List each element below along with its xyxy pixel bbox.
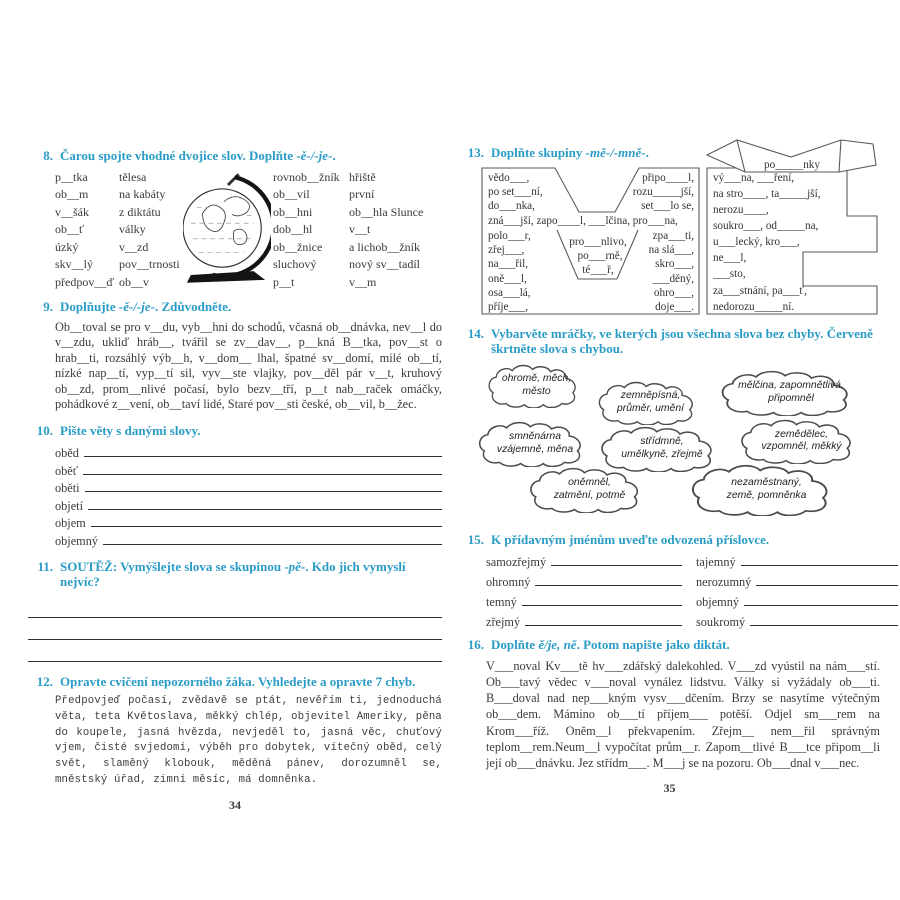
heading-text: Vybarvěte mráčky, ve kterých jsou všechna slova bez chyby. Červeně škrtněte slova s chybou. [491, 325, 873, 356]
word-column-1 [55, 169, 119, 292]
answer-line [28, 640, 442, 662]
svg-text:ohro___,: ohro___, [653, 286, 694, 299]
cloud-text: ohromě, měch, město [501, 373, 572, 397]
svg-text:za___stnání, pa___ť,: za___stnání, pa___ť, [713, 284, 807, 297]
answer-line [744, 592, 898, 606]
word-item: v__t [349, 222, 371, 236]
word-item: ob__ť [55, 222, 85, 236]
svg-text:soukro___, od_____na,: soukro___, od_____na, [713, 219, 819, 232]
answer-line [85, 478, 442, 492]
exercise-12-heading [28, 674, 442, 690]
heading-text: Doplňte skupiny -mě-/-mně-. [491, 145, 649, 160]
answer-line [551, 552, 682, 566]
svg-text:u___lecký, kro___,: u___lecký, kro___, [713, 235, 800, 248]
word-label: objem [55, 516, 86, 531]
word-item: tělesa [119, 169, 147, 184]
word-item: p__t [273, 274, 295, 289]
svg-text:rozu_____jší,: rozu_____jší, [632, 185, 694, 198]
word-label: oběd [55, 446, 79, 460]
svg-text:___děný,: ___děný, [652, 272, 694, 285]
exercise-11-heading [28, 559, 442, 590]
heading-text: Doplňujte -ě-/-je-. Zdůvodněte. [60, 299, 232, 314]
exercise-16-heading [459, 637, 880, 653]
write-row [55, 443, 442, 461]
right-page [459, 140, 880, 796]
word-item: z diktátu [119, 204, 161, 219]
word-item: p__tka [55, 169, 88, 184]
answer-line [525, 612, 682, 626]
exercise-8-heading [28, 148, 442, 164]
answer-line [83, 461, 442, 475]
cloud [486, 364, 587, 408]
answer-line [741, 552, 898, 566]
word-label: objetí [55, 498, 84, 513]
cloud [527, 467, 652, 513]
write-row [55, 478, 442, 496]
word-item: rovnob__žník [273, 169, 340, 184]
heading-number: 16. [467, 637, 484, 652]
svg-text:zřej___,: zřej___, [488, 243, 525, 256]
word-item: úzký [55, 239, 79, 254]
svg-text:vědo___,: vědo___, [488, 171, 530, 184]
write-row [696, 612, 898, 629]
word-item: v__m [349, 274, 377, 289]
svg-text:na stro____, ta_____jší,: na stro____, ta_____jší, [713, 187, 821, 200]
answer-line [84, 443, 442, 457]
heading-text: Pište věty s danými slovy. [60, 422, 201, 438]
write-row [55, 496, 442, 514]
exercise-13-figure [459, 166, 880, 317]
left-page [28, 140, 442, 813]
cloud-text: smněnárna vzájemně, měna [496, 431, 574, 455]
svg-text:po___rně,: po___rně, [577, 249, 623, 262]
svg-text:set___lo se,: set___lo se, [641, 199, 694, 212]
word-item: první [349, 187, 375, 201]
svg-text:zpa___ti,: zpa___ti, [652, 229, 694, 242]
word-label: oběť [55, 463, 79, 478]
heading-number: 13. [467, 145, 484, 160]
exercise-14-heading [459, 326, 880, 357]
heading-number: 9. [43, 299, 53, 314]
word-label: ohromný [486, 575, 531, 589]
write-row [55, 513, 442, 531]
write-row [486, 592, 682, 609]
heading-text: SOUTĚŽ: Vymýšlejte slova se skupinou -pě-. Kdo jich vymyslí nejvíc? [60, 558, 406, 590]
answer-line [88, 496, 442, 510]
exercise-9-text: Ob__toval se pro v__du, vyb__hni do schodů, včasná ob__dnávka, nev__l do v__zdu, ukliď hráb__, tvářil se zv__dav__, p__kná B__tka, pov__st o hrab__ti, rozsáhlý výb__h, v__dom__ lhal, špatné sv__domí, milé ob__tí, nízké nap__tí, vyp__tí sil, vyv__ste vlajky, pov__děl pár v__t, kruhový ob__zd, prom__nlivé počasí, bylo bezv__tří, p__t nab__raček omáčky, pohádkové z__vení, ob__taví lidé, Staré pov__sti české, ob__vil, b__žec. [55, 319, 442, 411]
cloud-text: nezaměstnaný, země, pomněnka [726, 477, 807, 501]
cloud [596, 381, 705, 425]
word-column-2 [119, 169, 181, 292]
svg-text:zná___jší, zapo____l, ___lčina: zná___jší, zapo____l, ___lčina, pro___na, [488, 214, 678, 227]
answer-line [535, 572, 682, 586]
svg-text:ne___l,: ne___l, [713, 251, 747, 264]
svg-text:připo____l,: připo____l, [642, 171, 694, 184]
word-item: a lichob__žník [349, 239, 420, 254]
word-item: hřiště [349, 169, 376, 184]
write-row [486, 612, 682, 629]
answer-line [522, 592, 682, 606]
write-row [55, 461, 442, 479]
word-item: ob__hni [273, 204, 313, 219]
exercise-12-text: Předpovjeď počasí, zvědavě se ptát, nevěřím ti, jednoduchá věta, teta Květoslava, měkký chlép, objevitel Ameriky, pěna do koupele, jasná hvězda, nevjeděl to, jasná věc, chuťový vjem, čisté svjedomí, výběh pro dobytek, vítečný oběd, celý svět, slaměný klobouk, měděná pánev, dorozumněl se, mněstský úřad, zimní měsíc, má domněnka. [55, 695, 442, 787]
word-label: samozřejmý [486, 555, 547, 569]
heading-number: 12. [36, 673, 53, 689]
word-item: dob__hl [273, 222, 313, 236]
svg-text:na___řil,: na___řil, [488, 257, 529, 270]
svg-text:té___ř,: té___ř, [582, 263, 614, 276]
word-label: objemný [696, 595, 740, 609]
write-row [696, 592, 898, 609]
cloud [476, 421, 594, 467]
exercise-16-text: V___noval Kv___tě hv___zdářský dalekohled. V___zd vyústil na nám___stí. Ob___tavý vědec v___noval vynález lidstvu. Války si vyžádaly ob___ti. B___doval nad nep___kným vysv___dčením. Brzy se nasytíme výtečným ob___dem. Mámino ob___tí příjem___ potěší. Odjel sm___rem na Krom___říž. Oněm__l překvapením. Zřejm__ nem__řil správným teplom__rem.Neum__l vypočítat prům__r. Zapom__tlivé B___tce připom__li její ob___dnávku. Jez střídm___. M___j se na pozoru. Ob___dnal v___nec. [486, 658, 880, 771]
word-item: ob__v [119, 274, 149, 289]
heading-number: 14. [467, 325, 484, 341]
globe-illustration [181, 169, 273, 292]
word-item: ob__vil [273, 187, 310, 201]
svg-text:skro___,: skro___, [655, 257, 694, 270]
svg-text:doje___.: doje___. [655, 300, 694, 313]
word-item: nový sv__tadíl [349, 257, 420, 271]
heading-text: K přídavným jménům uveďte odvozená příslovce. [491, 531, 770, 547]
word-item: předpov__ď [55, 274, 115, 289]
word-item: pov__trnosti [119, 257, 180, 271]
svg-text:do___nka,: do___nka, [488, 199, 535, 212]
word-item: na kabáty [119, 187, 166, 201]
svg-text:na slá___,: na slá___, [648, 243, 694, 256]
cloud [688, 464, 845, 516]
svg-text:vý___na, ___ření,: vý___na, ___ření, [713, 171, 795, 184]
write-row [55, 531, 442, 549]
word-label: nerozumný [696, 575, 752, 589]
answer-line [28, 596, 442, 618]
answer-line [756, 572, 898, 586]
svg-text:oně___l,: oně___l, [488, 272, 527, 285]
cloud [718, 370, 864, 416]
cloud-text: zemněpísná, průměr, umění [617, 390, 684, 414]
heading-number: 11. [37, 558, 53, 574]
word-item: sluchový [273, 257, 317, 271]
heading-text: Doplňte ě/je, ně. Potom napište jako diktát. [491, 637, 730, 652]
word-label: oběti [55, 481, 80, 496]
write-row [696, 552, 898, 569]
banner-word: po_____nky [764, 159, 820, 171]
cloud-text: zemědělec, vzpomněl, měkký [761, 428, 842, 452]
word-label: objemný [55, 533, 99, 548]
exercise-14-clouds [459, 362, 880, 524]
heading-text: Čarou spojte vhodné dvojice slov. Doplňte -ě-/-je-. [60, 148, 336, 163]
exercise-10-rows [28, 443, 442, 549]
answer-line [28, 618, 442, 640]
exercise-9-heading [28, 299, 442, 315]
word-label: zřejmý [486, 615, 521, 629]
svg-text:nedorozu_____ní.: nedorozu_____ní. [713, 300, 795, 313]
svg-text:___sto,: ___sto, [713, 267, 746, 280]
heading-number: 15. [467, 531, 484, 547]
word-item: ob__hla Slunce [349, 204, 424, 219]
svg-text:polo___r,: polo___r, [488, 229, 531, 242]
write-row [696, 572, 898, 589]
word-item: skv__lý [55, 257, 94, 271]
cloud-text: mělčina, zapomnětlivá, připomněl [738, 380, 844, 404]
answer-line [103, 531, 442, 545]
fig13-words [488, 172, 821, 313]
exercise-15-rows [459, 552, 880, 629]
svg-text:nerozu____,: nerozu____, [713, 203, 769, 216]
svg-text:příje___,: příje___, [488, 300, 529, 313]
cloud-text: oněmněl, zatmění, potmě [553, 477, 626, 501]
word-item: ob__žnice [273, 239, 323, 254]
write-row [486, 552, 682, 569]
heading-text: Opravte cvičení nepozorného žáka. Vyhledejte a opravte 7 chyb. [60, 673, 416, 689]
word-item: v__zd [119, 239, 149, 254]
heading-number: 8. [43, 148, 53, 163]
answer-line [91, 513, 442, 527]
answer-line [750, 612, 898, 626]
cloud [738, 419, 865, 464]
word-item: v__šák [55, 204, 89, 219]
word-label: temný [486, 595, 517, 609]
word-item: ob__m [55, 187, 89, 201]
exercise-10-heading [28, 423, 442, 439]
page-number-left: 34 [229, 797, 241, 812]
exercise-15-heading [459, 532, 880, 548]
page-number-right: 35 [663, 780, 676, 795]
svg-text:pro___nlivo,: pro___nlivo, [569, 235, 627, 248]
word-item: války [119, 222, 146, 236]
ribbon-banner [702, 137, 880, 179]
exercise-11-blank-lines [28, 596, 442, 662]
exercise-8-word-columns [28, 169, 442, 292]
word-label: soukromý [696, 615, 746, 629]
word-column-4 [349, 169, 442, 292]
svg-text:po set___ní,: po set___ní, [488, 185, 543, 198]
svg-text:osa___lá,: osa___lá, [488, 286, 531, 299]
word-label: tajemný [696, 555, 736, 569]
cloud-text: střídmně, umělkyně, zřejmě [621, 436, 703, 460]
write-row [486, 572, 682, 589]
heading-number: 10. [36, 422, 53, 438]
word-column-3 [273, 169, 349, 292]
